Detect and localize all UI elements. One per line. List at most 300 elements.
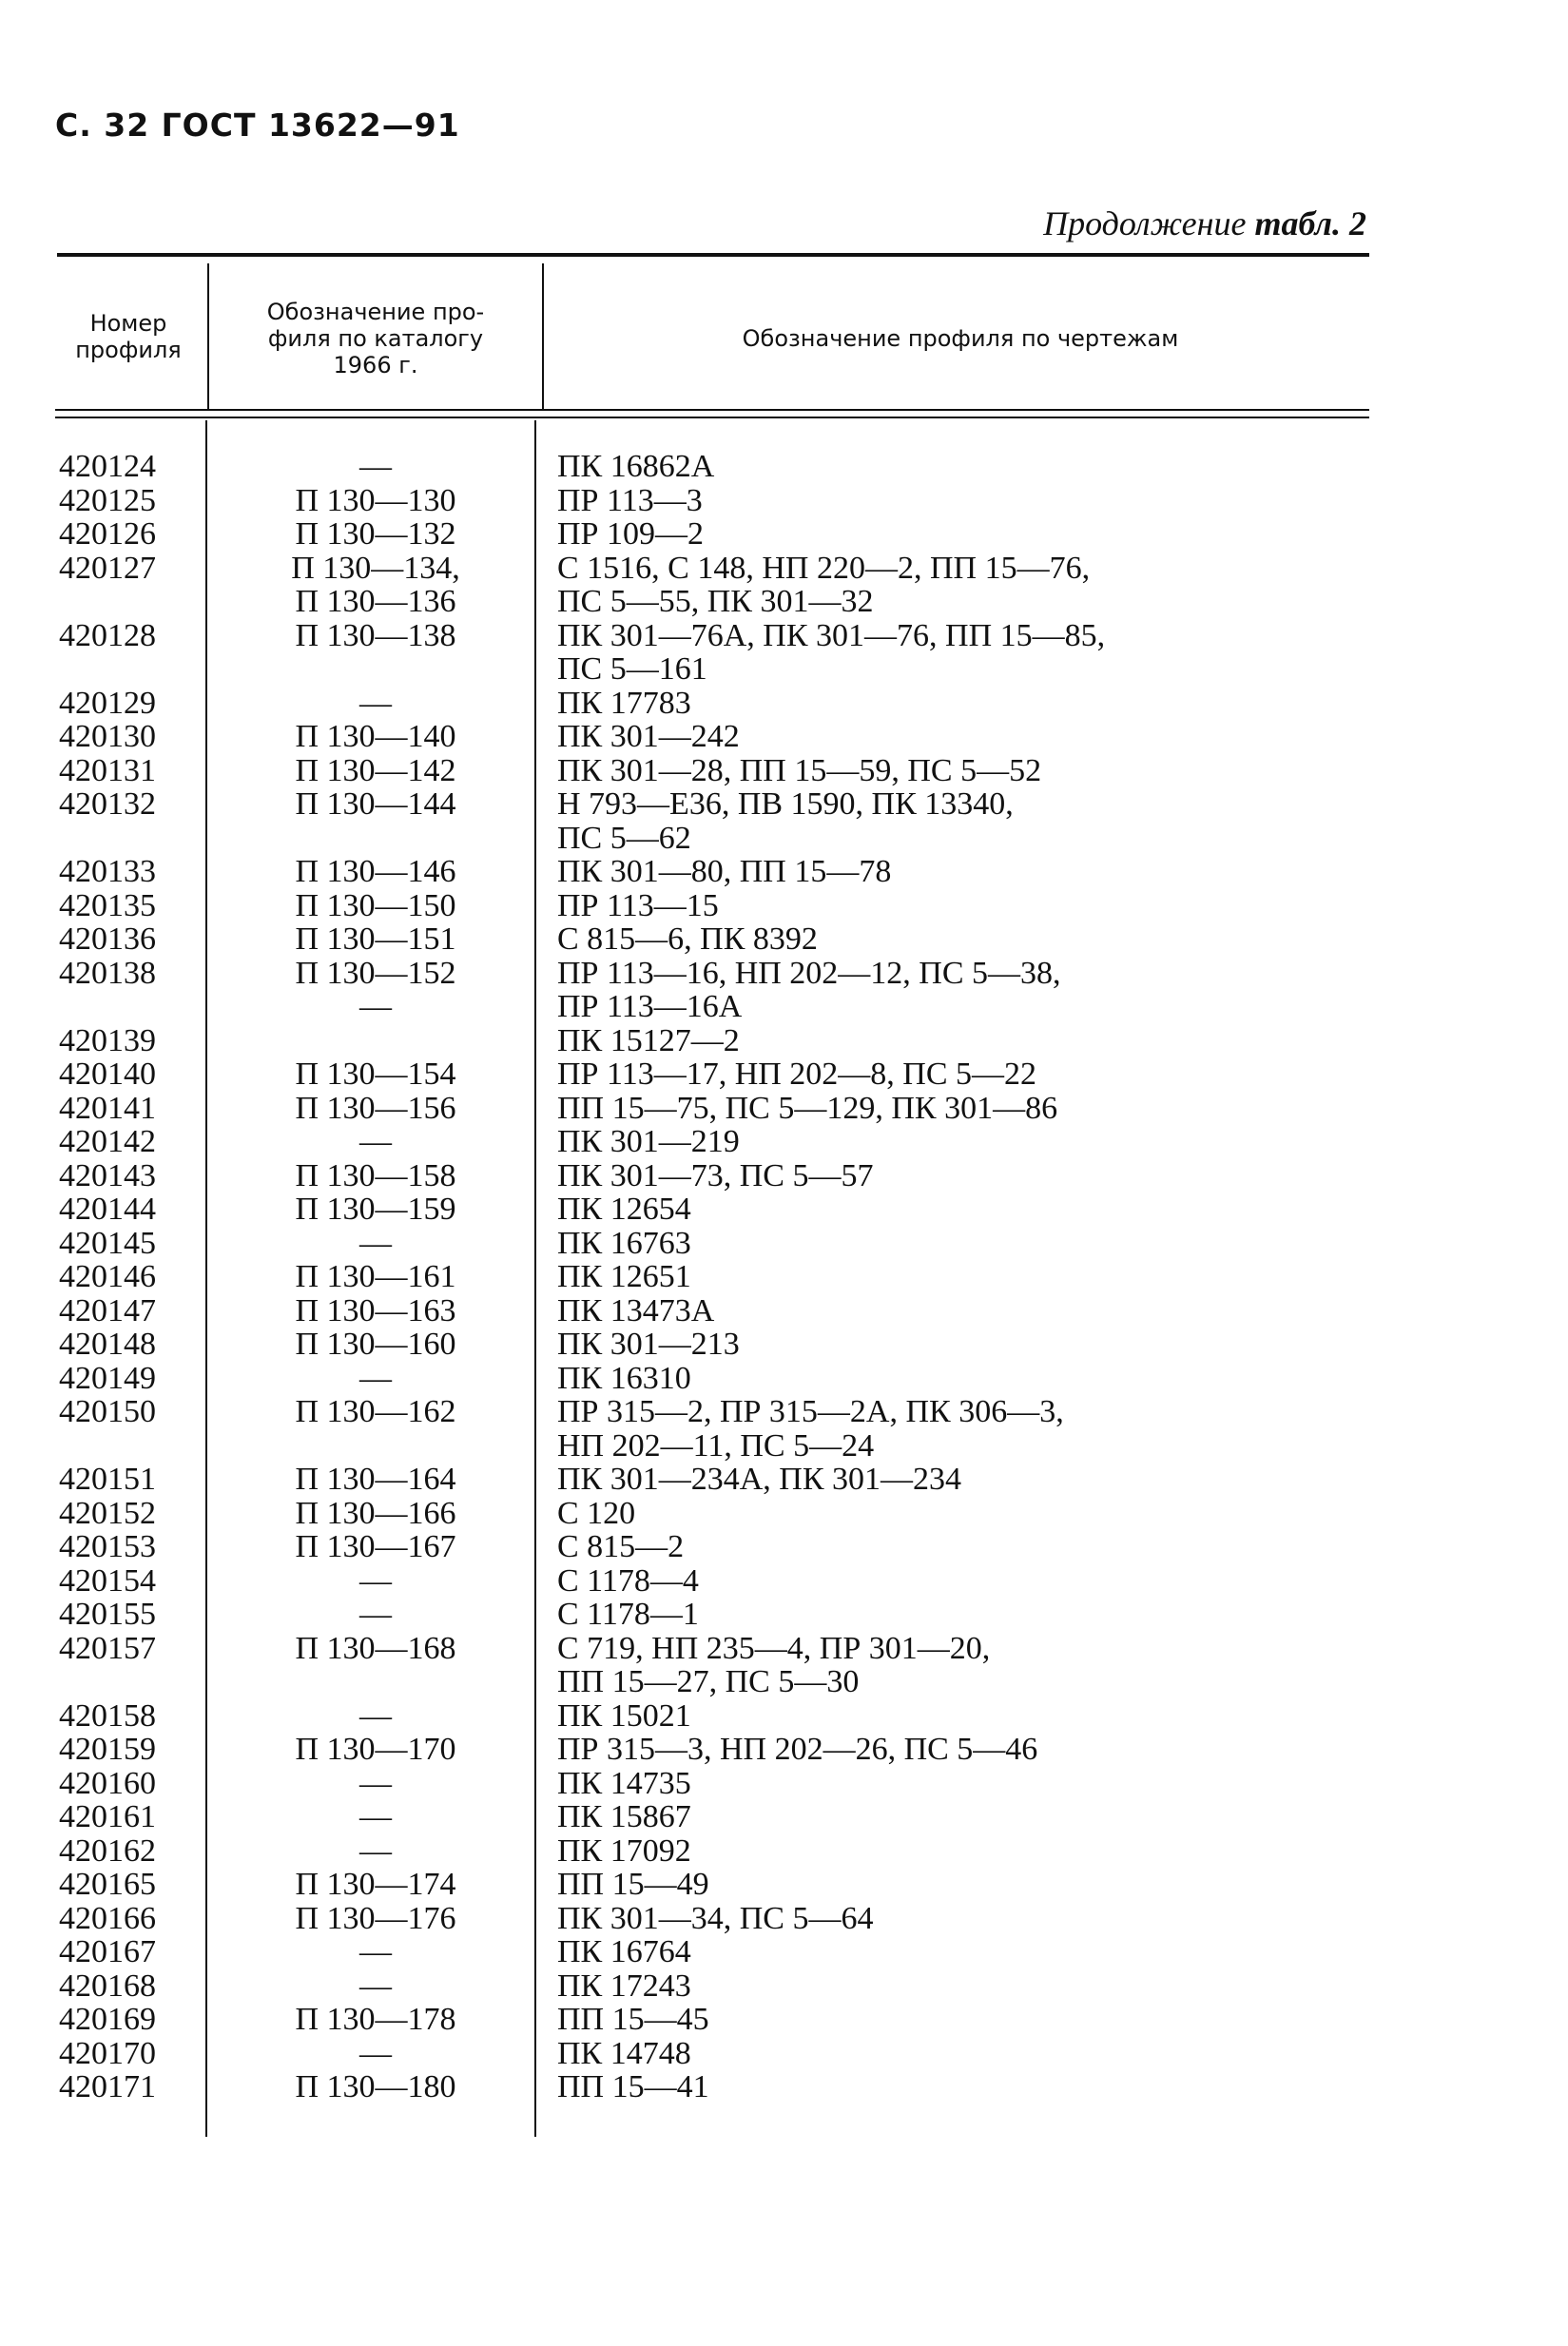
drawing-designation-cell — [557, 1935, 691, 1969]
table-row — [0, 1192, 1568, 1227]
cell-line: П 130—180 — [295, 2069, 456, 2104]
cell-line: 420132 — [59, 786, 156, 822]
catalog-designation-cell — [214, 787, 537, 822]
cell-line: 420126 — [59, 516, 156, 552]
header-catalog-designation — [214, 299, 537, 378]
table-row — [0, 1497, 1568, 1531]
catalog-designation-cell — [214, 1092, 537, 1126]
table-continuation-label — [1043, 204, 1366, 243]
drawing-designation-cell — [557, 1294, 714, 1328]
cell-line: 420159 — [59, 1732, 156, 1767]
profile-number-cell — [59, 720, 156, 754]
cell-line: 420167 — [59, 1934, 156, 1969]
header-column-divider-2 — [542, 263, 544, 411]
catalog-designation-cell — [214, 1328, 537, 1362]
cell-line: П 130—164 — [295, 1462, 456, 1497]
catalog-designation-cell — [214, 754, 537, 788]
catalog-designation-cell — [214, 2003, 537, 2037]
table-row — [0, 1530, 1568, 1564]
table-row — [0, 1564, 1568, 1599]
cell-line: — — [359, 1225, 392, 1261]
profile-number-cell — [59, 1598, 156, 1632]
cell-line: 420154 — [59, 1562, 156, 1599]
drawing-designation-cell — [557, 552, 1090, 619]
header-profile-number-line: Номер — [89, 310, 167, 337]
cell-line: ПР 315—3, НП 202—26, ПС 5—46 — [557, 1732, 1038, 1767]
cell-line: 420168 — [59, 1968, 156, 2004]
cell-line: П 130—161 — [295, 1259, 456, 1294]
catalog-designation-cell — [214, 1632, 537, 1666]
drawing-designation-cell — [557, 1767, 691, 1801]
cell-line: 420150 — [59, 1394, 156, 1429]
table-row — [0, 1092, 1568, 1126]
cell-line: ПК 301—213 — [557, 1327, 740, 1362]
drawing-designation-cell — [557, 1192, 691, 1227]
cell-line: 420144 — [59, 1192, 156, 1227]
catalog-designation-cell — [214, 552, 537, 619]
table-row — [0, 687, 1568, 721]
catalog-designation-cell — [214, 720, 537, 754]
drawing-designation-cell — [557, 1260, 691, 1294]
cell-line: П 130—167 — [295, 1529, 456, 1564]
drawing-designation-cell — [557, 1463, 961, 1497]
profile-number-cell — [59, 1092, 156, 1126]
table-row — [0, 1125, 1568, 1159]
table-row — [0, 1362, 1568, 1396]
cell-line: П 130—151 — [295, 921, 456, 957]
cell-line: ПК 14735 — [557, 1765, 691, 1801]
cell-line: ПК 12651 — [557, 1259, 691, 1294]
cell-line: ПК 16862А — [557, 449, 715, 484]
cell-line: Н 793—Е36, ПВ 1590, ПК 13340, — [557, 786, 1014, 822]
cell-line: П 130—130 — [295, 482, 456, 518]
drawing-designation-cell — [557, 517, 704, 552]
cell-line: ПР 113—3 — [557, 482, 703, 518]
cell-line: П 130—159 — [295, 1192, 456, 1227]
profile-number-cell — [59, 2070, 156, 2104]
cell-line: П 130—154 — [295, 1057, 456, 1092]
table-row — [0, 754, 1568, 788]
drawing-designation-cell — [557, 2037, 691, 2071]
profile-number-cell — [59, 1530, 156, 1564]
header-profile-number-line: профиля — [75, 337, 182, 363]
cell-line: 420165 — [59, 1867, 156, 1902]
drawing-designation-cell — [557, 1969, 691, 2004]
drawing-designation-cell — [557, 1834, 691, 1869]
cell-line: 420124 — [59, 449, 156, 484]
profile-number-cell — [59, 1935, 156, 1969]
drawing-designation-cell — [557, 1530, 684, 1564]
profile-number-cell — [59, 1733, 156, 1767]
table-row — [0, 1395, 1568, 1463]
cell-line: 420141 — [59, 1090, 156, 1126]
cell-line: П 130—150 — [295, 887, 456, 923]
cell-line: — — [359, 685, 392, 721]
cell-line: ПС 5—55, ПК 301—32 — [557, 584, 874, 619]
profile-number-cell — [59, 1328, 156, 1362]
drawing-designation-cell — [557, 1092, 1057, 1126]
cell-line: П 130—138 — [295, 617, 456, 653]
cell-line: П 130—158 — [295, 1157, 456, 1193]
table-row — [0, 2070, 1568, 2104]
cell-line: С 1516, С 148, НП 220—2, ПП 15—76, — [557, 550, 1091, 586]
cell-line: ПК 12654 — [557, 1192, 691, 1227]
catalog-designation-cell — [214, 1294, 537, 1328]
cell-line: П 130—134, — [291, 550, 460, 586]
cell-line: ПС 5—62 — [557, 820, 691, 856]
table-row — [0, 855, 1568, 889]
header-catalog-line: Обозначение про- — [266, 299, 485, 325]
profile-number-cell — [59, 1260, 156, 1294]
table-row — [0, 1935, 1568, 1969]
drawing-designation-cell — [557, 1362, 691, 1396]
table-row — [0, 1159, 1568, 1193]
profile-number-cell — [59, 450, 156, 484]
table-row — [0, 1699, 1568, 1734]
drawing-designation-cell — [557, 1125, 740, 1159]
cell-line: — — [359, 989, 392, 1024]
table-row — [0, 1598, 1568, 1632]
drawing-designation-cell — [557, 2070, 709, 2104]
table-row — [0, 1800, 1568, 1834]
catalog-designation-cell — [214, 2070, 537, 2104]
table-row — [0, 1057, 1568, 1092]
cell-line: 420171 — [59, 2069, 156, 2104]
profile-number-cell — [59, 1057, 156, 1092]
cell-line: 420162 — [59, 1832, 156, 1869]
cell-line: П 130—146 — [295, 854, 456, 889]
catalog-designation-cell — [214, 1395, 537, 1429]
header-drawing-designation: Обозначение профиля по чертежам — [742, 325, 1179, 352]
table-row — [0, 1328, 1568, 1362]
catalog-designation-cell — [214, 1530, 537, 1564]
catalog-designation-cell — [214, 1935, 537, 1969]
cell-line: ПП 15—45 — [557, 2002, 709, 2037]
profile-number-cell — [59, 2003, 156, 2037]
cell-line: — — [359, 2035, 392, 2071]
cell-line: П 130—170 — [295, 1732, 456, 1767]
cell-line: ПК 301—234А, ПК 301—234 — [557, 1462, 962, 1497]
drawing-designation-cell — [557, 1632, 990, 1699]
cell-line: ПК 16763 — [557, 1225, 691, 1261]
cell-line: П 130—166 — [295, 1495, 456, 1531]
table-row — [0, 2003, 1568, 2037]
catalog-designation-cell — [214, 484, 537, 518]
catalog-designation-cell — [214, 1192, 537, 1227]
catalog-designation-cell — [214, 1969, 537, 2004]
cell-line: 420155 — [59, 1597, 156, 1632]
catalog-designation-cell — [214, 2037, 537, 2071]
drawing-designation-cell — [557, 787, 1014, 855]
catalog-designation-cell — [214, 1800, 537, 1834]
catalog-designation-cell — [214, 922, 537, 957]
cell-line: П 130—174 — [295, 1867, 456, 1902]
cell-line: П 130—168 — [295, 1630, 456, 1666]
drawing-designation-cell — [557, 1564, 699, 1599]
drawing-designation-cell — [557, 720, 740, 754]
table-row — [0, 1227, 1568, 1261]
drawing-designation-cell — [557, 1227, 691, 1261]
drawing-designation-cell — [557, 1057, 1036, 1092]
cell-line: П 130—136 — [295, 584, 456, 619]
drawing-designation-cell — [557, 1328, 740, 1362]
cell-line: ПП 15—75, ПС 5—129, ПК 301—86 — [557, 1090, 1058, 1126]
cell-line: 420142 — [59, 1124, 156, 1159]
drawing-designation-cell — [557, 754, 1041, 788]
profile-number-cell — [59, 1024, 156, 1058]
cell-line: П 130—163 — [295, 1292, 456, 1328]
catalog-designation-cell — [214, 1564, 537, 1599]
cell-line: П 130—160 — [295, 1327, 456, 1362]
cell-line: ПК 301—80, ПП 15—78 — [557, 854, 892, 889]
cell-line: 420151 — [59, 1462, 156, 1497]
cell-line: П 130—142 — [295, 752, 456, 788]
cell-line: — — [359, 449, 392, 484]
profile-number-cell — [59, 1868, 156, 1902]
cell-line: 420166 — [59, 1900, 156, 1936]
cell-line: С 1178—4 — [557, 1562, 699, 1599]
table-row — [0, 1463, 1568, 1497]
cell-line: ПР 109—2 — [557, 516, 704, 552]
drawing-designation-cell — [557, 1733, 1037, 1767]
catalog-designation-cell — [214, 1463, 537, 1497]
table-row — [0, 1260, 1568, 1294]
cell-line: П 130—152 — [295, 955, 456, 991]
cell-line: — — [359, 1799, 392, 1834]
cell-line: ПК 15021 — [557, 1697, 691, 1734]
cell-line: 420136 — [59, 921, 156, 957]
catalog-designation-cell — [214, 1699, 537, 1734]
profile-number-cell — [59, 1192, 156, 1227]
cell-line: 420139 — [59, 1022, 156, 1058]
drawing-designation-cell — [557, 1902, 873, 1936]
header-catalog-line: филя по каталогу — [267, 325, 484, 352]
profile-number-cell — [59, 1125, 156, 1159]
catalog-designation-cell — [214, 1598, 537, 1632]
drawing-designation-cell — [557, 1868, 709, 1902]
cell-line: — — [359, 1765, 392, 1801]
cell-line: — — [359, 1562, 392, 1599]
cell-line: ПР 315—2, ПР 315—2А, ПК 306—3, — [557, 1394, 1064, 1429]
table-row — [0, 484, 1568, 518]
header-bottom-rule — [55, 409, 1369, 411]
table-row — [0, 552, 1568, 619]
cell-line: ПК 14748 — [557, 2035, 691, 2071]
catalog-designation-cell — [214, 1834, 537, 1869]
catalog-designation-cell — [214, 1497, 537, 1531]
profile-number-cell — [59, 552, 156, 586]
profile-number-cell — [59, 922, 156, 957]
cell-line: 420148 — [59, 1327, 156, 1362]
cell-line: 420161 — [59, 1799, 156, 1834]
table-row — [0, 2037, 1568, 2071]
table-row — [0, 1834, 1568, 1869]
profile-number-cell — [59, 2037, 156, 2071]
table-row — [0, 922, 1568, 957]
cell-line: П 130—144 — [295, 786, 456, 822]
cell-line: ПК 17783 — [557, 685, 691, 721]
profile-number-cell — [59, 484, 156, 518]
cell-line: ПК 17092 — [557, 1832, 691, 1869]
profile-number-cell — [59, 1362, 156, 1396]
catalog-designation-cell — [214, 1125, 537, 1159]
profile-number-cell — [59, 1227, 156, 1261]
cell-line: — — [359, 1597, 392, 1632]
cell-line: ПС 5—161 — [557, 651, 707, 687]
drawing-designation-cell — [557, 855, 891, 889]
cell-line: 420125 — [59, 482, 156, 518]
table-row — [0, 619, 1568, 687]
table-row — [0, 957, 1568, 1024]
drawing-designation-cell — [557, 484, 703, 518]
table-row — [0, 1902, 1568, 1936]
profile-number-cell — [59, 1564, 156, 1599]
cell-line: ПК 15127—2 — [557, 1022, 740, 1058]
catalog-designation-cell — [214, 517, 537, 552]
profile-table-body — [0, 450, 1568, 2104]
drawing-designation-cell — [557, 889, 719, 923]
cell-line: 420147 — [59, 1292, 156, 1328]
table-top-rule — [57, 253, 1369, 257]
table-row — [0, 517, 1568, 552]
table-row — [0, 720, 1568, 754]
cell-line: — — [359, 1697, 392, 1734]
cell-line: 420135 — [59, 887, 156, 923]
drawing-designation-cell — [557, 2003, 709, 2037]
profile-number-cell — [59, 1294, 156, 1328]
cell-line: 420169 — [59, 2002, 156, 2037]
drawing-designation-cell — [557, 922, 818, 957]
cell-line: ПК 301—73, ПС 5—57 — [557, 1157, 874, 1193]
cell-line: 420157 — [59, 1630, 156, 1666]
cell-line: П 130—178 — [295, 2002, 456, 2037]
cell-line: 420146 — [59, 1259, 156, 1294]
header-bottom-rule-double — [55, 417, 1369, 418]
page-header: С. 32 ГОСТ 13622—91 — [55, 107, 460, 144]
catalog-designation-cell — [214, 687, 537, 721]
cell-line: — — [359, 1124, 392, 1159]
drawing-designation-cell — [557, 1024, 740, 1058]
profile-number-cell — [59, 889, 156, 923]
table-row — [0, 1733, 1568, 1767]
header-profile-number — [57, 310, 200, 363]
cell-line: — — [359, 1360, 392, 1396]
cell-line — [214, 1024, 537, 1058]
profile-number-cell — [59, 787, 156, 822]
profile-number-cell — [59, 1699, 156, 1734]
table-row — [0, 1294, 1568, 1328]
table-row — [0, 889, 1568, 923]
catalog-designation-cell — [214, 1024, 537, 1058]
cell-line: 420138 — [59, 955, 156, 991]
catalog-designation-cell — [214, 1227, 537, 1261]
header-catalog-line: 1966 г. — [333, 352, 418, 378]
profile-number-cell — [59, 517, 156, 552]
drawing-designation-cell — [557, 1598, 699, 1632]
cell-line: ПК 13473А — [557, 1292, 715, 1328]
catalog-designation-cell — [214, 619, 537, 653]
cell-line: ПК 17243 — [557, 1968, 691, 2004]
cell-line: 420143 — [59, 1157, 156, 1193]
drawing-designation-cell — [557, 619, 1105, 687]
cell-line: ПР 113—15 — [557, 887, 719, 923]
profile-number-cell — [59, 1834, 156, 1869]
cell-line: ПР 113—16, НП 202—12, ПС 5—38, — [557, 955, 1061, 991]
cell-line: 420133 — [59, 854, 156, 889]
cell-line: П 130—140 — [295, 719, 456, 754]
cell-line: П 130—132 — [295, 516, 456, 552]
catalog-designation-cell — [214, 450, 537, 484]
drawing-designation-cell — [557, 1800, 691, 1834]
cell-line: — — [359, 1934, 392, 1969]
table-row — [0, 450, 1568, 484]
catalog-designation-cell — [214, 1733, 537, 1767]
catalog-designation-cell — [214, 957, 537, 1024]
drawing-designation-cell — [557, 1497, 635, 1531]
continuation-text: Продолжение — [1043, 204, 1247, 242]
cell-line: С 120 — [557, 1495, 636, 1531]
cell-line: 420160 — [59, 1765, 156, 1801]
drawing-designation-cell — [557, 687, 691, 721]
catalog-designation-cell — [214, 1260, 537, 1294]
cell-line: 420152 — [59, 1495, 156, 1531]
cell-line: ПК 15867 — [557, 1799, 691, 1834]
cell-line: 420153 — [59, 1529, 156, 1564]
profile-number-cell — [59, 1159, 156, 1193]
catalog-designation-cell — [214, 1767, 537, 1801]
profile-number-cell — [59, 1800, 156, 1834]
cell-line: ПР 113—17, НП 202—8, ПС 5—22 — [557, 1057, 1037, 1092]
cell-line: 420170 — [59, 2035, 156, 2071]
cell-line: ПП 15—27, ПС 5—30 — [557, 1664, 860, 1699]
catalog-designation-cell — [214, 855, 537, 889]
profile-number-cell — [59, 619, 156, 653]
profile-number-cell — [59, 1969, 156, 2004]
profile-number-cell — [59, 687, 156, 721]
cell-line: П 130—176 — [295, 1900, 456, 1936]
catalog-designation-cell — [214, 1159, 537, 1193]
profile-number-cell — [59, 855, 156, 889]
cell-line: 420127 — [59, 550, 156, 586]
cell-line: ПП 15—41 — [557, 2069, 709, 2104]
catalog-designation-cell — [214, 1057, 537, 1092]
cell-line: ПР 113—16А — [557, 989, 743, 1024]
profile-number-cell — [59, 754, 156, 788]
catalog-designation-cell — [214, 1362, 537, 1396]
cell-line: 420129 — [59, 685, 156, 721]
cell-line: С 1178—1 — [557, 1597, 699, 1632]
catalog-designation-cell — [214, 889, 537, 923]
drawing-designation-cell — [557, 1159, 873, 1193]
table-row — [0, 787, 1568, 855]
profile-number-cell — [59, 1497, 156, 1531]
cell-line: С 815—6, ПК 8392 — [557, 921, 818, 957]
cell-line: ПК 16310 — [557, 1360, 691, 1396]
cell-line: 420158 — [59, 1697, 156, 1734]
header-column-divider-1 — [207, 263, 209, 411]
cell-line: 420130 — [59, 719, 156, 754]
cell-line: П 130—156 — [295, 1090, 456, 1126]
cell-line: ПК 301—28, ПП 15—59, ПС 5—52 — [557, 752, 1042, 788]
table-row — [0, 1024, 1568, 1058]
profile-number-cell — [59, 1767, 156, 1801]
cell-line: ПК 301—242 — [557, 719, 740, 754]
cell-line: ПК 301—34, ПС 5—64 — [557, 1900, 874, 1936]
cell-line: НП 202—11, ПС 5—24 — [557, 1427, 875, 1464]
cell-line: ПК 301—219 — [557, 1124, 740, 1159]
cell-line: — — [359, 1968, 392, 2004]
cell-line: — — [359, 1832, 392, 1869]
